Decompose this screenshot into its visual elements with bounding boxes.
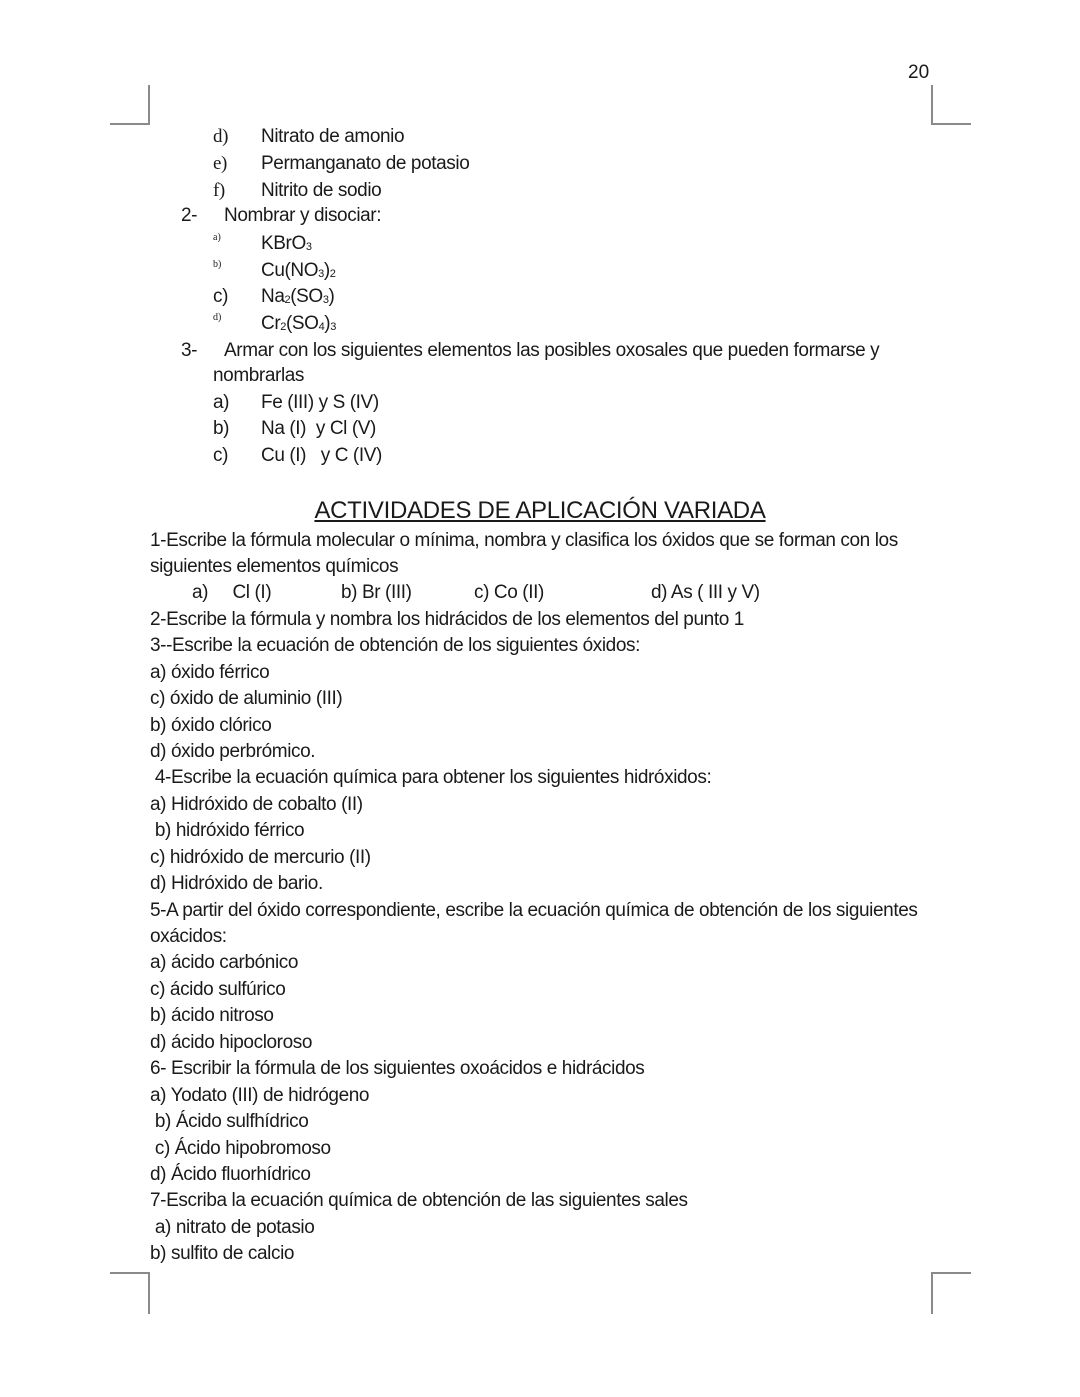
activity-4-item: c) hidróxido de mercurio (II) — [150, 847, 371, 868]
list-item: Permanganato de potasio — [261, 153, 470, 174]
activity-5-item: d) ácido hipocloroso — [150, 1032, 313, 1053]
list-label: c) — [213, 286, 229, 307]
activity-1-item-a: a) Cl (I) — [192, 582, 272, 603]
activity-5: 5-A partir del óxido correspondiente, escribe la ecuación química de obtención de los siguientes — [150, 900, 918, 921]
activity-1-item-d: d) As ( III y V) — [651, 582, 760, 603]
activity-5-item: b) ácido nitroso — [150, 1005, 274, 1026]
activity-4: 4-Escribe la ecuación química para obtener los siguientes hidróxidos: — [150, 767, 712, 788]
list-label: f) — [213, 180, 225, 201]
question-number: 2- — [181, 205, 198, 226]
question-text-cont: nombrarlas — [213, 365, 305, 386]
activity-6-item: d) Ácido fluorhídrico — [150, 1164, 311, 1185]
list-label: e) — [213, 153, 227, 174]
list-item: Fe (III) y S (IV) — [261, 392, 379, 413]
list-item: Nitrito de sodio — [261, 180, 382, 201]
list-label: d) — [213, 312, 222, 323]
formula: KBrO$_3$ — [261, 233, 312, 254]
formula: $Na_2(SO_3)$ — [261, 286, 335, 307]
crop-mark-bottom-right — [931, 1272, 971, 1314]
activity-1-item-b: b) Br (III) — [341, 582, 412, 603]
list-label: c) — [213, 445, 229, 466]
section-title: ACTIVIDADES DE APLICACIÓN VARIADA — [314, 497, 766, 524]
activity-3: 3--Escribe la ecuación de obtención de los siguientes óxidos: — [150, 635, 640, 656]
activity-7-item: b) sulfito de calcio — [150, 1243, 295, 1264]
activity-1-item-c: c) Co (II) — [474, 582, 544, 603]
activity-3-item: d) óxido perbrómico. — [150, 741, 316, 762]
list-item: Nitrato de amonio — [261, 126, 405, 147]
crop-mark-bottom-left — [110, 1272, 150, 1314]
activity-2: 2-Escribe la fórmula y nombra los hidrácidos de los elementos del punto 1 — [150, 609, 744, 630]
question-text: Nombrar y disociar: — [224, 205, 382, 226]
activity-6: 6- Escribir la fórmula de los siguientes oxoácidos e hidrácidos — [150, 1058, 645, 1079]
activity-6-item: a) Yodato (III) de hidrógeno — [150, 1085, 370, 1106]
list-label: b) — [213, 259, 222, 270]
formula: $Cr_2(SO_4)_3$ — [261, 313, 336, 334]
page-number: 20 — [908, 62, 930, 83]
activity-4-item: b) hidróxido férrico — [150, 820, 305, 841]
activity-3-item: a) óxido férrico — [150, 662, 270, 683]
activity-1-cont: siguientes elementos químicos — [150, 556, 399, 577]
list-label: a) — [213, 392, 230, 413]
list-label: d) — [213, 126, 229, 147]
activity-4-item: a) Hidróxido de cobalto (II) — [150, 794, 363, 815]
list-label: b) — [213, 418, 230, 439]
crop-mark-top-left — [110, 85, 150, 125]
crop-mark-top-right — [931, 85, 971, 125]
activity-6-item: c) Ácido hipobromoso — [150, 1138, 331, 1159]
activity-5-cont: oxácidos: — [150, 926, 227, 947]
activity-5-item: c) ácido sulfúrico — [150, 979, 286, 1000]
activity-6-item: b) Ácido sulfhídrico — [150, 1111, 309, 1132]
question-number: 3- — [181, 340, 198, 361]
formula: $Cu(NO_3)_2$ — [261, 260, 336, 281]
activity-3-item: b) óxido clórico — [150, 715, 272, 736]
question-text: Armar con los siguientes elementos las posibles oxosales que pueden formarse y — [224, 340, 880, 361]
activity-7-item: a) nitrato de potasio — [150, 1217, 315, 1238]
activity-5-item: a) ácido carbónico — [150, 952, 299, 973]
activity-7: 7-Escriba la ecuación química de obtención de las siguientes sales — [150, 1190, 688, 1211]
list-item: Cu (I) y C (IV) — [261, 445, 382, 466]
list-item: Na (I) y Cl (V) — [261, 418, 376, 439]
activity-4-item: d) Hidróxido de bario. — [150, 873, 323, 894]
list-label: a) — [213, 232, 221, 243]
activity-3-item: c) óxido de aluminio (III) — [150, 688, 343, 709]
activity-1: 1-Escribe la fórmula molecular o mínima, nombra y clasifica los óxidos que se forman con los — [150, 530, 898, 551]
